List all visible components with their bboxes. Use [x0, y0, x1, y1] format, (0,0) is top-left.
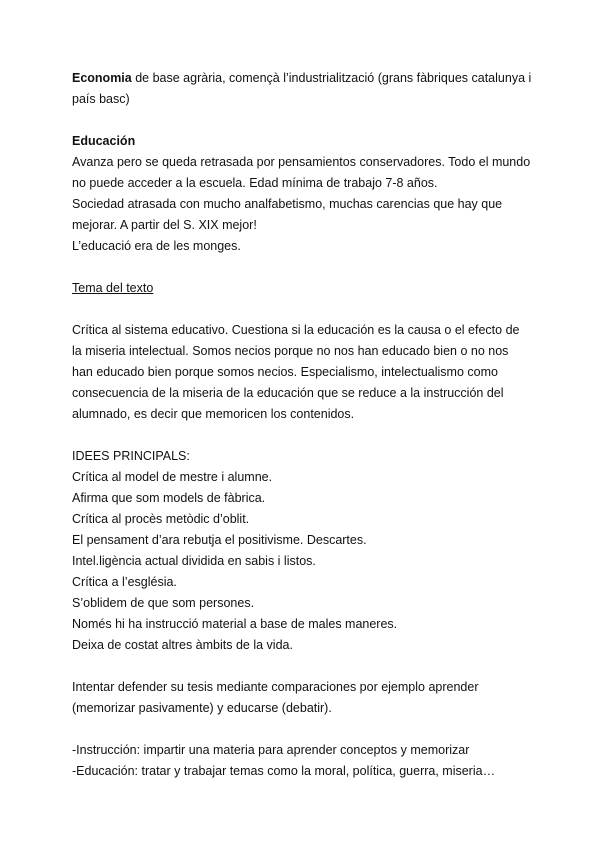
- idees-item: S’oblidem de que som persones.: [72, 596, 255, 610]
- idees-item: Deixa de costat altres àmbits de la vida.: [72, 638, 293, 652]
- idees-item: Intel.ligència actual dividida en sabis i listos.: [72, 554, 316, 568]
- idees-item: Afirma que som models de fàbrica.: [72, 491, 266, 505]
- economia-label: Economia: [72, 71, 132, 85]
- idees-item: Crítica al model de mestre i alumne.: [72, 470, 273, 484]
- educacion-line: L’educació era de les monges.: [72, 239, 241, 253]
- economia-paragraph: [72, 68, 532, 110]
- tema-heading: Tema del texto: [72, 281, 154, 295]
- idees-heading: IDEES PRINCIPALS:: [72, 449, 190, 463]
- idees-item: El pensament d’ara rebutja el positivisme. Descartes.: [72, 533, 367, 547]
- spacer: [72, 299, 532, 320]
- economia-text: de base agrària, començà l’industrialització (grans fàbriques catalunya i país basc): [72, 71, 532, 106]
- educacion-line: Sociedad atrasada con mucho analfabetismo, muchas carencias que hay que mejorar. A partir del S. XIX mejor!: [72, 197, 503, 232]
- definicion-line: -Educación: tratar y trabajar temas como la moral, política, guerra, miseria…: [72, 764, 496, 778]
- spacer: [72, 719, 532, 740]
- spacer: [72, 257, 532, 278]
- idees-item: Crítica a l’església.: [72, 575, 177, 589]
- spacer: [72, 656, 532, 677]
- educacion-heading: Educación: [72, 134, 136, 148]
- educacion-line: Avanza pero se queda retrasada por pensamientos conservadores. Todo el mundo no puede acceder a la escuela. Edad mínima de trabajo 7-8 años.: [72, 155, 531, 190]
- tema-paragraph: Crítica al sistema educativo. Cuestiona si la educación es la causa o el efecto de la miseria intelectual. Somos necios porque no nos han educado bien o no nos han educado bien porque somos necios. Especialismo, intelectualismo como consecuencia de la miseria de la educación que se reduce a la instrucción del alumnado, es decir que memoricen los contenidos.: [72, 323, 520, 421]
- idees-item: Crítica al procès metòdic d’oblit.: [72, 512, 250, 526]
- definicion-line: -Instrucción: impartir una materia para aprender conceptos y memorizar: [72, 743, 470, 757]
- tesis-paragraph: Intentar defender su tesis mediante comparaciones por ejemplo aprender (memorizar pasivamente) y educarse (debatir).: [72, 680, 479, 715]
- idees-item: Només hi ha instrucció material a base de males maneres.: [72, 617, 398, 631]
- spacer: [72, 110, 532, 131]
- document-page: [72, 68, 532, 782]
- spacer: [72, 425, 532, 446]
